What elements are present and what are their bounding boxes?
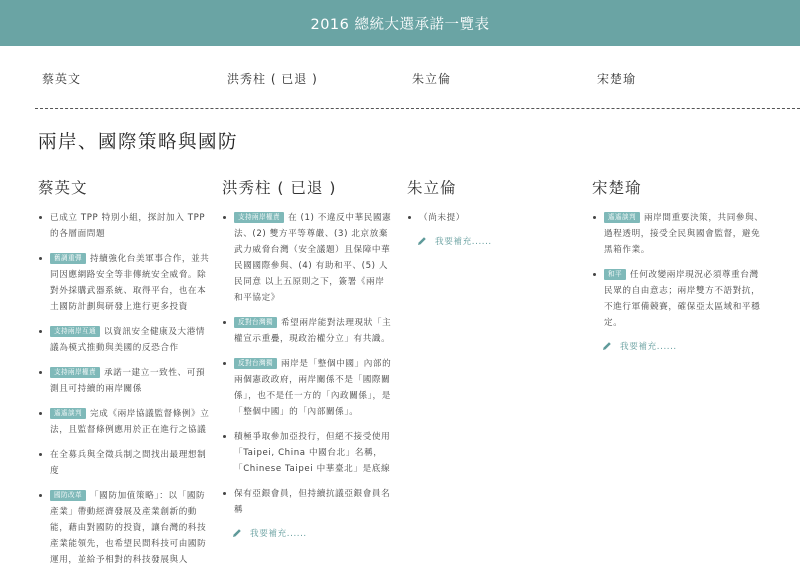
add-more-link-soong[interactable] bbox=[592, 340, 764, 352]
item-text: 積極爭取參加亞投行，但絕不接受使用「Taipei, China 中國台北」名稱，「Chinese Taipei 中華臺北」是底線 bbox=[234, 432, 391, 474]
list-item bbox=[407, 210, 577, 226]
divider bbox=[35, 108, 800, 109]
column-chu bbox=[407, 176, 577, 247]
column-title-soong: 宋楚瑜 bbox=[592, 179, 642, 197]
item-text: 已成立 TPP 特別小組，探討加入 TPP 的各層面問題 bbox=[50, 213, 206, 239]
list-item bbox=[38, 488, 210, 568]
item-tag: 反對台灣獨 bbox=[234, 358, 277, 369]
add-more-label: 我要補充...... bbox=[620, 342, 677, 352]
candidate-link-soong[interactable]: 宋楚瑜 bbox=[597, 72, 637, 86]
list-item bbox=[222, 429, 392, 477]
list-item bbox=[38, 210, 210, 242]
add-more-link-chu[interactable] bbox=[407, 235, 577, 247]
section-title: 兩岸、國際策略與國防 bbox=[38, 132, 239, 153]
page-header bbox=[0, 0, 800, 46]
column-hung bbox=[222, 176, 392, 539]
item-tag: 遙遙談判 bbox=[50, 408, 86, 419]
list-item bbox=[592, 267, 764, 331]
item-tag: 支持兩岸權責 bbox=[234, 212, 284, 223]
item-text: 任何改變兩岸現況必須尊重台灣民眾的自由意志；兩岸雙方不語對抗，不進行軍備競賽，確保亞太區域和平穩定。 bbox=[604, 270, 761, 328]
column-title-hung: 洪秀柱 ( 已退 ) bbox=[222, 179, 337, 197]
item-tag: 支持兩岸權責 bbox=[50, 367, 100, 378]
list-item bbox=[38, 365, 210, 397]
item-text: 兩岸是「整個中國」內部的兩個憲政政府，兩岸關係不是「國際關係」，也不是任一方的「內政關係」，是「整個中國」的「內部關係」。 bbox=[234, 359, 392, 417]
candidate-nav bbox=[0, 70, 800, 90]
item-text: 保有亞銀會員，但持續抗議亞銀會員名稱 bbox=[234, 489, 391, 515]
item-text: 承諾一建立一致性、可預測且可持續的兩岸關係 bbox=[50, 368, 206, 394]
add-more-label: 我要補充...... bbox=[435, 237, 492, 247]
list-item bbox=[38, 251, 210, 315]
list-item bbox=[38, 406, 210, 438]
item-text: 在全募兵與全徵兵制之間找出最理想制度 bbox=[50, 450, 207, 476]
item-text: 持續強化台美軍事合作，並共同因應網路安全等非傳統安全威脅。除對外採購武器系統、取得平台，也在本土國防計劃與研發上進行更多投資 bbox=[50, 254, 210, 312]
pencil-icon bbox=[602, 341, 612, 351]
item-text: 完成《兩岸協議監督條例》立法，且監督條例應用於正在進行之協議 bbox=[50, 409, 210, 435]
list-item bbox=[38, 324, 210, 356]
item-tag: 和平 bbox=[604, 269, 626, 280]
list-item bbox=[222, 210, 392, 306]
candidate-link-hung[interactable]: 洪秀柱 ( 已退 ) bbox=[227, 72, 318, 86]
column-soong bbox=[592, 176, 764, 352]
item-text: 以資訊安全健康及大港情議為模式推動與美國的反恐合作 bbox=[50, 327, 206, 353]
item-text: 在 (1) 不違反中華民國憲法、(2) 雙方平等尊嚴、(3) 北京放棄武力威脅台灣（安全議題）且保障中華民國國際參與、(4) 有助和平、(5) 人民同意 以上五原則之下，簽署《兩岸和平協定》 bbox=[234, 213, 392, 303]
item-tag: 國防改革 bbox=[50, 490, 86, 501]
column-title-tsai: 蔡英文 bbox=[38, 179, 88, 197]
item-tag: 反對台灣獨 bbox=[234, 317, 277, 328]
promise-list-hung bbox=[222, 210, 392, 518]
candidate-link-tsai[interactable]: 蔡英文 bbox=[42, 72, 82, 86]
list-item bbox=[222, 356, 392, 420]
item-text: 「國防加值策略」：以「國防產業」帶動經濟發展及產業創新的動能，藉由對國防的投資，讓台灣的科技產業能領先，也希望民間科技可由國防運用，並給予相對的科技發展與人 bbox=[50, 491, 207, 565]
promise-list-tsai bbox=[38, 210, 210, 568]
item-tag: 支持兩岸互通 bbox=[50, 326, 100, 337]
candidate-link-chu[interactable]: 朱立倫 bbox=[412, 72, 452, 86]
list-item bbox=[38, 447, 210, 479]
add-more-link-hung[interactable] bbox=[222, 527, 392, 539]
item-tag: 舊調重彈 bbox=[50, 253, 86, 264]
page-title: 2016 總統大選承諾一覽表 bbox=[310, 16, 490, 33]
item-tag: 遙遙談判 bbox=[604, 212, 640, 223]
column-title-chu: 朱立倫 bbox=[407, 179, 457, 197]
pencil-icon bbox=[417, 236, 427, 246]
list-item bbox=[222, 315, 392, 347]
item-text: 希望兩岸能對法理現狀「主權宣示重疊，現政治權分立」有共識。 bbox=[234, 318, 392, 344]
column-tsai bbox=[38, 176, 210, 577]
item-text: 兩岸間重要決策，共同參與、過程透明，接受全民與國會監督，避免黑箱作業。 bbox=[604, 213, 764, 255]
promise-list-soong bbox=[592, 210, 764, 331]
list-item bbox=[592, 210, 764, 258]
add-more-label: 我要補充...... bbox=[250, 529, 307, 539]
list-item bbox=[222, 486, 392, 518]
promise-list-chu bbox=[407, 210, 577, 226]
item-text: （尚未提） bbox=[419, 213, 465, 223]
